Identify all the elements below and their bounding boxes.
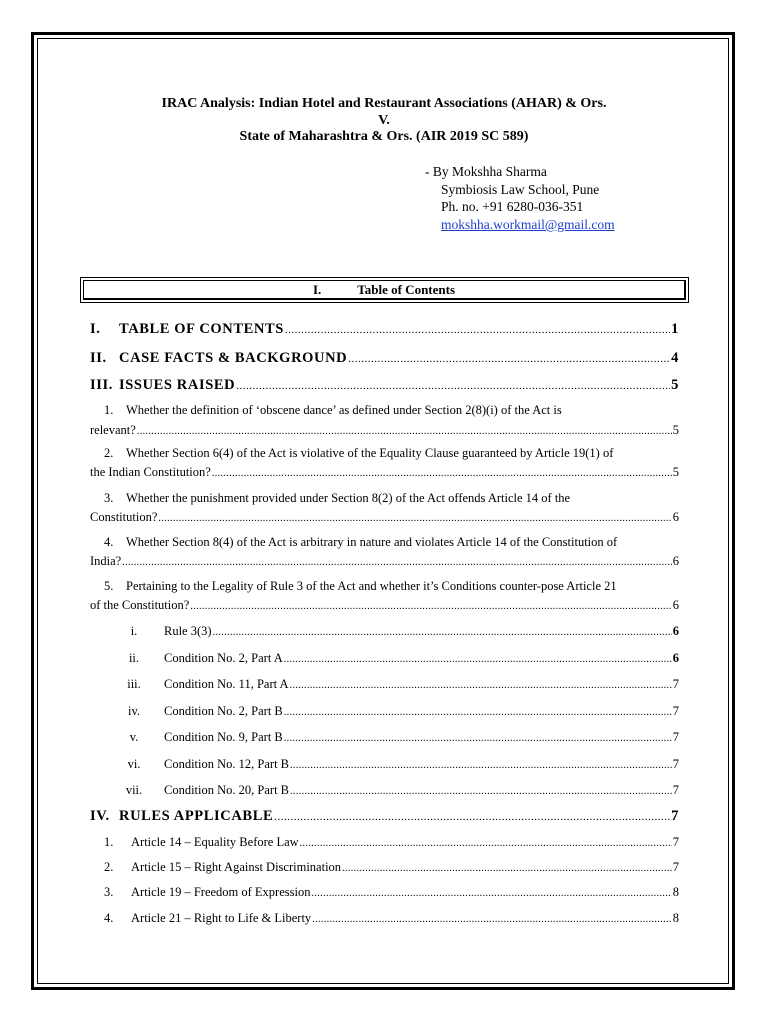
toc-leader-dots — [290, 760, 672, 771]
toc-subitem-v[interactable] — [114, 730, 679, 745]
toc-entry-label: Whether the definition of ‘obscene dance’ as defined under Section 2(8)(i) of the Act is — [126, 403, 562, 417]
toc-issue-5-line1[interactable] — [104, 579, 617, 594]
toc-entry-label: Rule 3(3) — [164, 624, 212, 638]
toc-entry-label: CASE FACTS & BACKGROUND — [119, 350, 348, 366]
toc-leader-dots — [312, 914, 672, 925]
toc-entry-label: TABLE OF CONTENTS — [119, 321, 284, 337]
toc-entry-label: the Indian Constitution? — [90, 465, 211, 479]
toc-entry-page: 7 — [671, 808, 679, 824]
toc-leader-dots — [122, 557, 672, 568]
toc-subitem-i[interactable] — [114, 624, 679, 639]
toc-leader-dots — [285, 324, 670, 336]
toc-entry-number: iii. — [127, 677, 141, 691]
toc-entry-number: i. — [130, 624, 138, 638]
toc-issue-3-line1[interactable] — [104, 491, 570, 506]
toc-leader-dots — [236, 380, 670, 392]
toc-leader-dots — [284, 733, 672, 744]
toc-leader-dots — [190, 601, 671, 612]
toc-entry-page: 5 — [671, 377, 679, 393]
toc-entry-label: Condition No. 9, Part B — [164, 730, 283, 744]
toc-leader-dots — [300, 838, 672, 849]
toc-entry-page: 5 — [672, 465, 679, 479]
toc-rule-article-21[interactable] — [104, 911, 679, 926]
toc-heading — [83, 280, 686, 300]
toc-issue-2-line1[interactable] — [104, 446, 613, 461]
toc-leader-dots — [274, 811, 670, 823]
toc-entry-number: vii. — [125, 783, 143, 797]
toc-entry-label: ISSUES RAISED — [119, 377, 236, 393]
toc-entry-page: 7 — [672, 704, 679, 718]
toc-entry-case-facts[interactable] — [90, 350, 679, 367]
toc-entry-page: 7 — [672, 860, 679, 874]
toc-entry-page: 1 — [671, 321, 679, 337]
toc-leader-dots — [212, 468, 672, 479]
author-name: - By Mokshha Sharma — [425, 164, 547, 179]
toc-leader-dots — [290, 680, 672, 691]
toc-entry-number: ii. — [128, 651, 140, 665]
toc-issue-1-line1[interactable] — [104, 403, 562, 418]
toc-heading-box — [80, 277, 689, 303]
toc-entry-page: 6 — [672, 651, 679, 665]
toc-entry-page: 8 — [672, 911, 679, 925]
toc-entry-label: of the Constitution? — [90, 598, 190, 612]
toc-leader-dots — [137, 426, 672, 437]
document-title-line3: State of Maharashtra & Ors. (AIR 2019 SC 589) — [239, 129, 529, 144]
toc-entry-page: 7 — [672, 783, 679, 797]
document-title-line2: V. — [378, 113, 390, 128]
author-email[interactable]: mokshha.workmail@gmail.com — [441, 217, 615, 232]
toc-entry-label: Constitution? — [90, 510, 158, 524]
toc-issue-1-line2[interactable] — [90, 423, 679, 438]
toc-entry-label: Whether the punishment provided under Section 8(2) of the Act offends Article 14 of the — [126, 491, 571, 505]
toc-entry-label: Article 15 – Right Against Discrimination — [131, 860, 342, 874]
toc-issue-4-line1[interactable] — [104, 535, 617, 550]
toc-entry-number: III. — [90, 377, 113, 393]
toc-entry-label: relevant? — [90, 423, 136, 437]
toc-rule-article-19[interactable] — [104, 885, 679, 900]
document-title-line1: IRAC Analysis: Indian Hotel and Restaurant Associations (AHAR) & Ors. — [161, 96, 607, 111]
toc-entry-page: 6 — [672, 554, 679, 568]
toc-entry-rules-applicable[interactable] — [90, 808, 679, 825]
toc-heading-number: I. — [312, 281, 322, 297]
toc-entry-label: Whether Section 6(4) of the Act is violative of the Equality Clause guaranteed by Article 19(1) of — [126, 446, 614, 460]
toc-entry-number: I. — [90, 321, 101, 337]
toc-entry-label: Condition No. 11, Part A — [164, 677, 289, 691]
author-school: Symbiosis Law School, Pune — [441, 182, 600, 197]
toc-entry-label: Pertaining to the Legality of Rule 3 of the Act and whether it’s Conditions counter-pose Article 21 — [126, 579, 617, 593]
toc-entry-number: 3. — [104, 491, 114, 505]
toc-entry-number: 5. — [104, 579, 114, 593]
toc-issue-4-line2[interactable] — [90, 554, 679, 569]
toc-entry-label: Condition No. 12, Part B — [164, 757, 290, 771]
toc-entry-page: 7 — [672, 730, 679, 744]
toc-subitem-iii[interactable] — [114, 677, 679, 692]
toc-entry-label: Condition No. 2, Part B — [164, 704, 283, 718]
toc-entry-page: 7 — [672, 677, 679, 691]
toc-rule-article-14[interactable] — [104, 835, 679, 850]
toc-entry-label: RULES APPLICABLE — [119, 808, 274, 824]
toc-entry-label: India? — [90, 554, 122, 568]
toc-entry-page: 6 — [672, 510, 679, 524]
toc-entry-issues-raised[interactable] — [90, 377, 679, 394]
toc-entry-page: 6 — [672, 624, 679, 638]
toc-leader-dots — [342, 863, 672, 874]
toc-entry-table-of-contents[interactable] — [90, 321, 679, 338]
toc-leader-dots — [213, 627, 672, 638]
toc-leader-dots — [284, 654, 672, 665]
toc-entry-number: 2. — [104, 446, 114, 460]
toc-entry-page: 5 — [672, 423, 679, 437]
toc-leader-dots — [348, 353, 670, 365]
toc-issue-2-line2[interactable] — [90, 465, 679, 480]
toc-entry-label: Whether Section 8(4) of the Act is arbitrary in nature and violates Article 14 of the Constitution of — [126, 535, 618, 549]
toc-subitem-iv[interactable] — [114, 704, 679, 719]
toc-issue-5-line2[interactable] — [90, 598, 679, 613]
toc-entry-label: Condition No. 2, Part A — [164, 651, 283, 665]
author-phone: Ph. no. +91 6280-036-351 — [441, 199, 584, 214]
toc-leader-dots — [284, 707, 672, 718]
toc-entry-page: 4 — [671, 350, 679, 366]
toc-entry-number: 3. — [104, 885, 114, 899]
toc-subitem-vi[interactable] — [114, 757, 679, 772]
toc-leader-dots — [158, 513, 671, 524]
toc-entry-label: Article 21 – Right to Life & Liberty — [131, 911, 312, 925]
toc-entry-page: 7 — [672, 835, 679, 849]
toc-entry-page: 7 — [672, 757, 679, 771]
toc-entry-number: IV. — [90, 808, 110, 824]
toc-heading-label: Table of Contents — [357, 281, 456, 297]
toc-entry-number: 4. — [104, 911, 114, 925]
toc-entry-label: Condition No. 20, Part B — [164, 783, 290, 797]
toc-leader-dots — [311, 888, 671, 899]
toc-entry-label: Article 14 – Equality Before Law — [131, 835, 299, 849]
toc-entry-number: iv. — [127, 704, 141, 718]
toc-entry-number: 1. — [104, 835, 114, 849]
toc-entry-number: 4. — [104, 535, 114, 549]
toc-entry-page: 8 — [672, 885, 679, 899]
toc-leader-dots — [290, 786, 672, 797]
toc-issue-3-line2[interactable] — [90, 510, 679, 525]
toc-entry-number: 1. — [104, 403, 114, 417]
author-email-link[interactable] — [441, 216, 615, 234]
toc-entry-number: v. — [129, 730, 139, 744]
toc-entry-number: 2. — [104, 860, 114, 874]
toc-subitem-vii[interactable] — [114, 783, 679, 798]
toc-entry-label: Article 19 – Freedom of Expression — [131, 885, 311, 899]
toc-entry-number: vi. — [127, 757, 141, 771]
toc-entry-number: II. — [90, 350, 107, 366]
toc-rule-article-15[interactable] — [104, 860, 679, 875]
toc-entry-page: 6 — [672, 598, 679, 612]
toc-subitem-ii[interactable] — [114, 651, 679, 666]
